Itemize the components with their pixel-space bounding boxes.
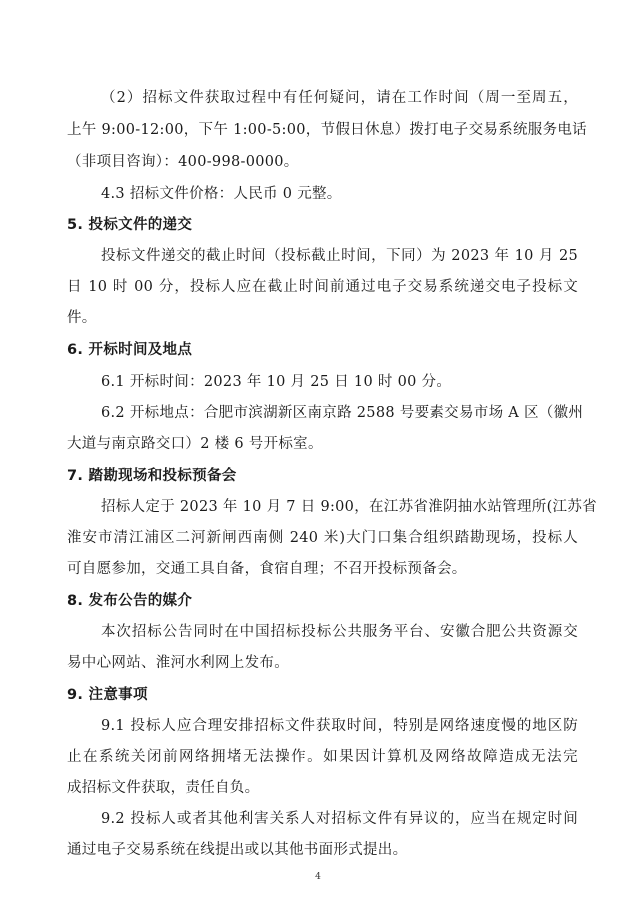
- paragraph-line: 易中心网站、淮河水利网上发布。: [67, 655, 289, 671]
- paragraph-line: 成招标文件获取，责任自负。: [67, 780, 260, 796]
- paragraph-line: 9.1 投标人应合理安排招标文件获取时间，特别是网络速度慢的地区防: [101, 718, 578, 734]
- section-heading: 6. 开标时间及地点: [67, 342, 193, 358]
- paragraph-line: 通过电子交易系统在线提出或以其他书面形式提出。: [67, 842, 408, 858]
- paragraph-line: 上午 9:00-12:00，下午 1:00-5:00，节假日休息）拨打电子交易系统服务电话: [67, 122, 587, 138]
- paragraph-line: 6.1 开标时间：2023 年 10 月 25 日 10 时 00 分。: [101, 374, 452, 390]
- section-heading: 5. 投标文件的递交: [67, 217, 193, 233]
- paragraph-line: （2）招标文件获取过程中有任何疑问，请在工作时间（周一至周五，: [101, 90, 578, 106]
- paragraph-line: 可自愿参加，交通工具自备，食宿自理；不召开投标预备会。: [67, 561, 467, 577]
- section-heading: 8. 发布公告的媒介: [67, 593, 193, 609]
- paragraph-line: 6.2 开标地点：合肥市滨湖新区南京路 2588 号要素交易市场 A 区（徽州: [101, 405, 584, 421]
- paragraph-line: 本次招标公告同时在中国招标投标公共服务平台、安徽合肥公共资源交: [101, 624, 578, 640]
- paragraph-line: 件。: [67, 310, 97, 326]
- paragraph-line: 日 10 时 00 分，投标人应在截止时间前通过电子交易系统递交电子投标文: [67, 279, 578, 295]
- section-heading: 7. 踏勘现场和投标预备会: [67, 468, 237, 484]
- paragraph-line: 止在系统关闭前网络拥堵无法操作。如果因计算机及网络故障造成无法完: [67, 749, 578, 765]
- section-heading: 9. 注意事项: [67, 687, 148, 703]
- paragraph-line: 投标文件递交的截止时间（投标截止时间，下同）为 2023 年 10 月 25: [101, 248, 578, 264]
- paragraph-line: 9.2 投标人或者其他利害关系人对招标文件有异议的，应当在规定时间: [101, 811, 578, 827]
- paragraph-line: 4.3 招标文件价格：人民币 0 元整。: [101, 186, 342, 202]
- paragraph-line: 大道与南京路交口）2 楼 6 号开标室。: [67, 436, 323, 452]
- page-number: 4: [315, 872, 321, 882]
- paragraph-line: 淮安市清江浦区二河新闸西南侧 240 米)大门口集合组织踏勘现场，投标人: [67, 530, 578, 546]
- paragraph-line: （非项目咨询）：400-998-0000。: [67, 154, 299, 170]
- paragraph-line: 招标人定于 2023 年 10 月 7 日 9:00，在江苏省淮阴抽水站管理所(江苏省: [101, 499, 597, 515]
